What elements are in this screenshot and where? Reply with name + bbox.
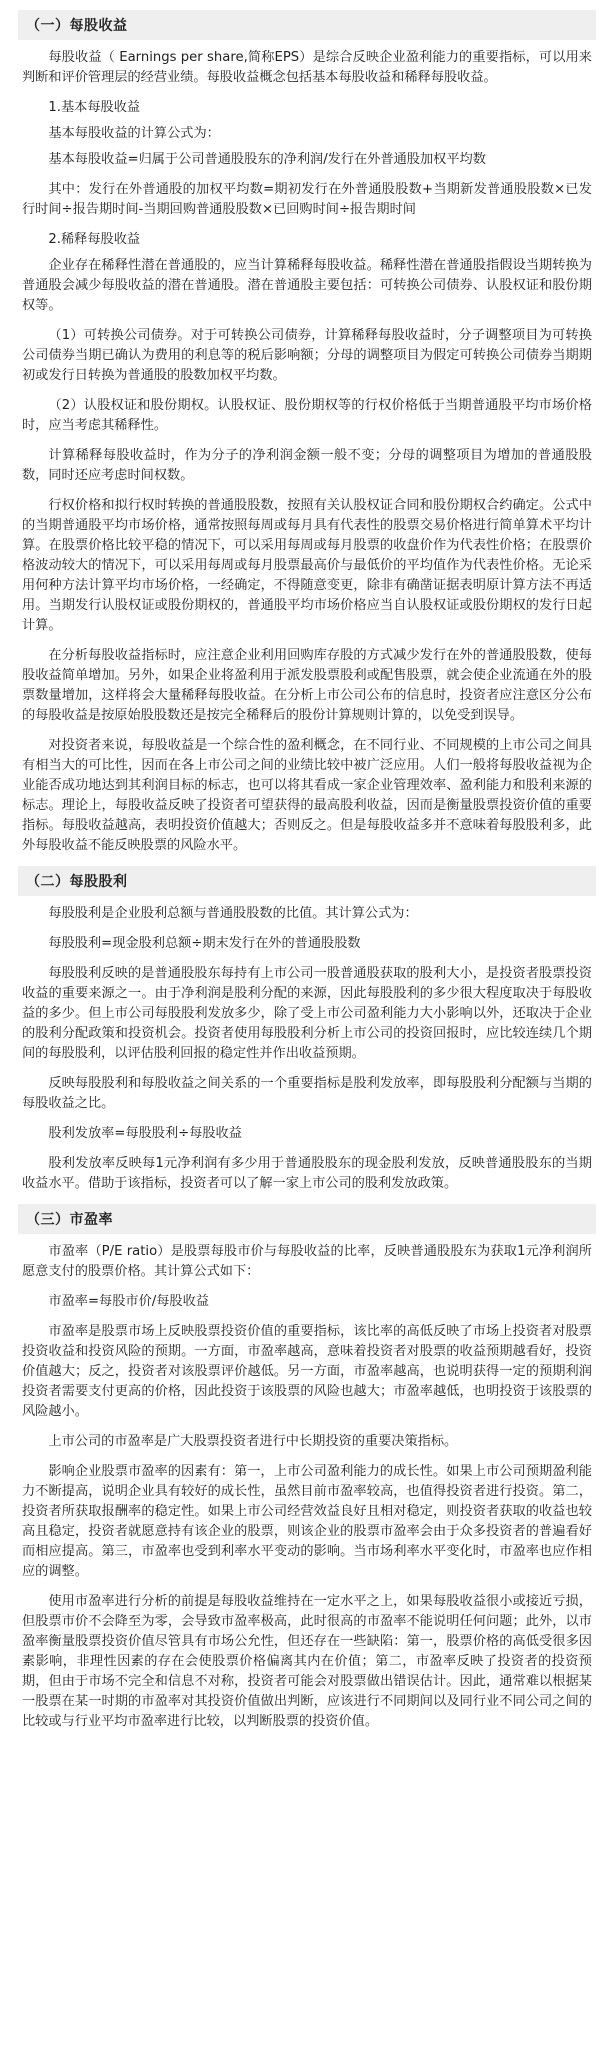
- formula: 每股股利=现金股利总额÷期末发行在外的普通股股数: [48, 936, 361, 951]
- section-title-pe: （三）市盈率: [18, 1204, 596, 1234]
- paragraph: 每股股利反映的是普通股股东每持有上市公司一股普通股获取的股利大小，是投资者股票投资收益的重要来源之一。由于净利润是股利分配的来源，因此每股股利的多少很大程度取决于每股收益的多少。但上市公司每股股利发放多少，除了受上市公司盈利能力大小影响以外，还取决于企业的股利分配政策和投资机会。投资者使用每股股利分析上市公司的投资回报时，应比较连续几个期间的每股股利，以评估股利回报的稳定性并作出收益预期。: [22, 966, 592, 1061]
- paragraph: 基本每股收益的计算公式为：: [48, 126, 220, 141]
- section-title-eps: （一）每股收益: [18, 10, 596, 40]
- paragraph: 使用市盈率进行分析的前提是每股收益维持在一定水平之上，如果每股收益很小或接近亏损，但股票市价不会降至为零，会导致市盈率极高，此时很高的市盈率不能说明任何问题；此外，以市盈率衡量股票投资价值尽管具有市场公允性，但还存在一些缺陷：第一，股票价格的高低受很多因素影响，非理性因素的存在会使股票价格偏离其内在价值；第二，市盈率反映了投资者的投资预期，但由于市场不完全和信息不对称，投资者可能会对股票做出错误估计。因此，通常难以根据某一股票在某一时期的市盈率对其投资价值做出判断，应该进行不同期间以及同行业不同公司之间的比较或与行业平均市盈率进行比较，以判断股票的投资价值。: [22, 1594, 592, 1729]
- formula: 股利发放率=每股股利÷每股收益: [48, 1126, 242, 1141]
- paragraph: 上市公司的市盈率是广大股票投资者进行中长期投资的重要决策指标。: [48, 1434, 458, 1449]
- paragraph: 行权价格和拟行权时转换的普通股股数，按照有关认股权证合同和股份期权合约确定。公式中的当期普通股平均市场价格，通常按照每周或每月具有代表性的股票交易价格进行简单算术平均计算。在股票价格比较平稳的情况下，可以采用每周或每月股票的收盘价作为代表性价格；在股票价格波动较大的情况下，可以采用每周或每月股票最高价与最低价的平均值作为代表性价格。无论采用何种方法计算平均市场价格，一经确定，不得随意变更，除非有确凿证据表明原计算方法不再适用。当期发行认股权证或股份期权的，普通股平均市场价格应当自认股权证或股份期权的发行日起计算。: [22, 498, 592, 633]
- subheading: 2.稀释每股收益: [48, 232, 141, 247]
- formula: 基本每股收益=归属于公司普通股股东的净利润/发行在外普通股加权平均数: [48, 152, 486, 167]
- paragraph: 影响企业股票市盈率的因素有：第一，上市公司盈利能力的成长性。如果上市公司预期盈利能力不断提高，说明企业具有较好的成长性，虽然目前市盈率较高，也值得投资者进行投资。第二，投资者所获取报酬率的稳定性。如果上市公司经营效益良好且相对稳定，则投资者获取的收益也较高且稳定，投资者就愿意持有该企业的股票，则该企业的股票市盈率会由于众多投资者的普遍看好而相应提高。第三，市盈率也受到利率水平变动的影响。当市场利率水平变化时，市盈率也应作相应的调整。: [22, 1464, 592, 1579]
- paragraph: 在分析每股收益指标时，应注意企业利用回购库存股的方式减少发行在外的普通股股数，使每股收益简单增加。另外，如果企业将盈利用于派发股票股利或配售股票，就会使企业流通在外的股票数量增加，这样将会大量稀释每股收益。在分析上市公司公布的信息时，投资者应注意区分公布的每股收益是按原始股股数还是按完全稀释后的股份计算规则计算的，以免受到误导。: [22, 648, 592, 723]
- paragraph: 每股收益（ Earnings per share,简称EPS）是综合反映企业盈利能力的重要指标，可以用来判断和评价管理层的经营业绩。每股收益概念包括基本每股收益和稀释每股收益。: [22, 50, 592, 85]
- paragraph: （2）认股权证和股份期权。认股权证、股份期权等的行权价格低于当期普通股平均市场价格时，应当考虑其稀释性。: [22, 398, 592, 433]
- paragraph: （1）可转换公司债券。对于可转换公司债券，计算稀释每股收益时，分子调整项目为可转换公司债券当期已确认为费用的利息等的税后影响额；分母的调整项目为假定可转换公司债券当期期初或发行日转换为普通股的股数加权平均数。: [22, 328, 592, 383]
- subheading: 1.基本每股收益: [48, 100, 141, 115]
- section-title-dps: （二）每股股利: [18, 866, 596, 896]
- paragraph: 企业存在稀释性潜在普通股的，应当计算稀释每股收益。稀释性潜在普通股指假设当期转换为普通股会减少每股收益的潜在普通股。潜在普通股主要包括：可转换公司债券、认股权证和股份期权等。: [22, 258, 592, 313]
- paragraph: 计算稀释每股收益时，作为分子的净利润金额一般不变；分母的调整项目为增加的普通股股数，同时还应考虑时间权数。: [22, 448, 592, 483]
- paragraph: 其中：发行在外普通股的加权平均数=期初发行在外普通股股数+当期新发普通股股数×已发行时间÷报告期时间-当期回购普通股股数×已回购时间÷报告期时间: [22, 182, 592, 217]
- paragraph: 市盈率是股票市场上反映股票投资价值的重要指标，该比率的高低反映了市场上投资者对股票投资收益和投资风险的预期。一方面，市盈率越高，意味着投资者对股票的收益预期越看好，投资价值越大；反之，投资者对该股票评价越低。另一方面，市盈率越高，也说明获得一定的预期利润投资者需要支付更高的价格，因此投资于该股票的风险也越大；市盈率越低，也明投资于该股票的风险越小。: [22, 1324, 592, 1419]
- paragraph: 每股股利是企业股利总额与普通股股数的比值。其计算公式为：: [48, 906, 418, 921]
- paragraph: 股利发放率反映每1元净利润有多少用于普通股股东的现金股利发放，反映普通股股东的当期收益水平。借助于该指标，投资者可以了解一家上市公司的股利发放政策。: [22, 1156, 592, 1191]
- formula: 市盈率=每股市价/每股收益: [48, 1294, 209, 1309]
- paragraph: 市盈率（P/E ratio）是股票每股市价与每股收益的比率，反映普通股股东为获取1元净利润所愿意支付的股票价格。其计算公式如下：: [22, 1244, 592, 1279]
- paragraph: 对投资者来说，每股收益是一个综合性的盈利概念，在不同行业、不同规模的上市公司之间具有相当大的可比性，因而在各上市公司之间的业绩比较中被广泛应用。人们一般将每股收益视为企业能否成功地达到其利润目标的标志，也可以将其看成一家企业管理效率、盈利能力和股利来源的标志。理论上，每股收益反映了投资者可望获得的最高股利收益，因而是衡量股票投资价值的重要指标。每股收益越高，表明投资价值越大；否则反之。但是每股收益多并不意味着每股股利多，此外每股收益不能反映股票的风险水平。: [22, 738, 592, 853]
- paragraph: 反映每股股利和每股收益之间关系的一个重要指标是股利发放率，即每股股利分配额与当期的每股收益之比。: [22, 1076, 592, 1111]
